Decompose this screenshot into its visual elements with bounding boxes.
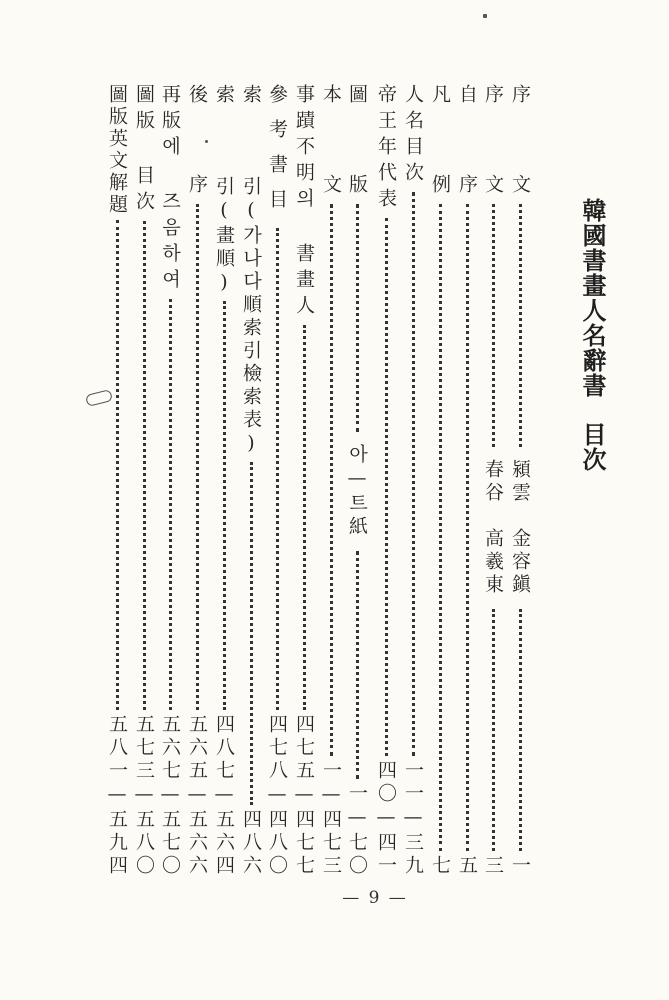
dot-leader <box>519 609 522 852</box>
toc-entry[interactable] <box>185 84 209 878</box>
entry-label: 圖版 <box>346 84 368 200</box>
entry-pages: 五 <box>456 855 478 878</box>
toc-entry[interactable] <box>481 84 505 878</box>
entry-label: 人名目次 <box>402 84 424 188</box>
toc-entry[interactable] <box>508 84 532 878</box>
section-title: 目次 <box>578 422 606 472</box>
dot-leader <box>116 220 119 710</box>
entry-label: 再版에 즈음하여 <box>159 84 181 295</box>
entry-pages: 一—七〇 <box>346 783 368 878</box>
toc-entry[interactable] <box>345 84 369 878</box>
entry-pages: 四〇—四一 <box>375 760 397 878</box>
dot-leader <box>466 204 469 851</box>
entry-pages: 一 <box>509 855 531 878</box>
entry-pages: 五六五—五六六 <box>186 714 208 878</box>
toc-entry[interactable] <box>132 84 156 878</box>
entry-label: 索 引(가나다順索引檢索表) <box>240 84 262 458</box>
entry-pages: 四七八—四八〇 <box>266 714 288 878</box>
entry-label: 參考書目 <box>266 84 288 224</box>
ink-dot <box>205 140 208 143</box>
entry-label: 序文 <box>509 84 531 200</box>
dot-leader <box>439 204 442 851</box>
dot-leader <box>276 228 279 710</box>
dot-leader <box>356 204 359 432</box>
toc-entry[interactable] <box>265 84 289 878</box>
entry-label: 圖版 目次 <box>133 84 155 217</box>
entry-label: 索 引(畫順) <box>213 84 235 297</box>
dot-leader <box>223 301 226 710</box>
dot-leader <box>356 551 359 779</box>
entry-label: 帝王年代表 <box>375 84 397 214</box>
entry-pages: 五七三—五八〇 <box>133 714 155 878</box>
dot-leader <box>250 462 253 805</box>
dot-leader <box>412 192 415 756</box>
entry-pages: 七 <box>429 855 451 878</box>
entry-pages: 四七五—四七七 <box>293 714 315 878</box>
entry-author: 春谷 高羲東 <box>482 458 504 597</box>
entry-label: 本文 <box>320 84 342 200</box>
entry-label: 凡例 <box>429 84 451 200</box>
dot-leader <box>492 204 495 447</box>
ink-speck <box>483 14 487 18</box>
toc-entry[interactable] <box>319 84 343 878</box>
entry-label: 序文 <box>482 84 504 200</box>
entry-label: 事蹟不明의 書畫人 <box>293 84 315 321</box>
dot-leader <box>169 299 172 710</box>
entry-pages: 四八七—五六四 <box>213 714 235 878</box>
toc-entry[interactable] <box>292 84 316 878</box>
entry-pages: 四八六 <box>240 809 262 878</box>
dot-leader <box>303 325 306 710</box>
toc-entry[interactable] <box>239 84 263 878</box>
toc-entry[interactable] <box>401 84 425 878</box>
entry-label: 後序 <box>186 84 208 200</box>
entry-pages: 一—四七三 <box>320 760 342 878</box>
toc-entry[interactable] <box>374 84 398 878</box>
toc-entry[interactable] <box>428 84 452 878</box>
entry-pages: 三 <box>482 855 504 878</box>
entry-author: 潁雲 金容鎭 <box>509 458 531 597</box>
toc-entry[interactable] <box>105 84 129 878</box>
entry-label: 自序 <box>456 84 478 200</box>
dot-leader <box>143 221 146 710</box>
dot-leader <box>385 218 388 756</box>
toc-entry[interactable] <box>212 84 236 878</box>
dot-leader <box>492 609 495 852</box>
entry-pages: 五六七—五七〇 <box>159 714 181 878</box>
entry-pages: 五八一—五九四 <box>106 714 128 878</box>
page-number: — 9 — <box>342 888 408 908</box>
entry-note: 아—트紙 <box>346 444 368 539</box>
page-title <box>572 198 612 472</box>
toc-entry[interactable] <box>455 84 479 878</box>
dot-leader <box>519 204 522 447</box>
toc-entry[interactable] <box>158 84 182 878</box>
dot-leader <box>330 204 333 756</box>
entry-pages: 一一—三九 <box>402 760 424 878</box>
entry-label: 圖版英文解題 <box>106 84 128 216</box>
book-title: 韓國書畫人名辭書 <box>578 198 606 398</box>
dot-leader <box>196 204 199 710</box>
